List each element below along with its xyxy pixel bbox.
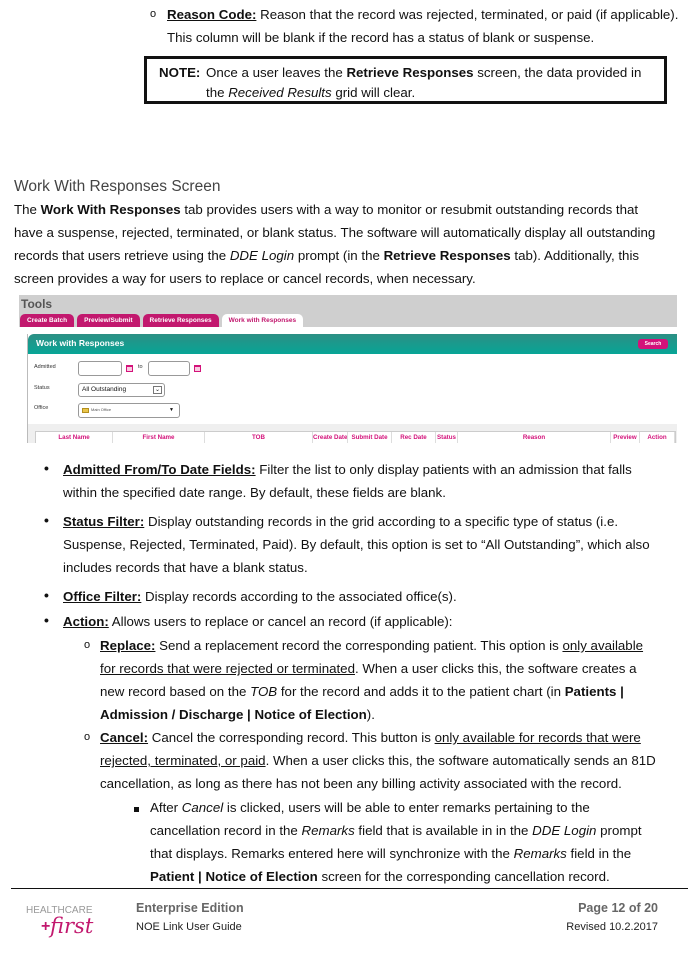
office-bullet-line1: Office Filter: Display records according to the associated office(s). (63, 589, 457, 604)
status-label: Status (34, 385, 50, 391)
col-last-name[interactable]: Last Name (36, 432, 113, 443)
tab-work-with-responses[interactable]: Work with Responses (222, 314, 303, 328)
app-screenshot (19, 295, 677, 443)
office-select[interactable]: Main Office ▼ (78, 403, 180, 418)
cancel-line1: Cancel: Cancel the corresponding record. This button is only available for records that were (100, 730, 641, 745)
tab-bar (20, 314, 303, 328)
revision-date: Revised 10.2.2017 (566, 921, 658, 933)
cancel-line3: cancellation, as long as there has not been any billing activity associated with the record. (100, 776, 622, 791)
search-button[interactable]: Search (638, 339, 668, 349)
app-header (19, 295, 677, 327)
action-bullet-line1: Action: Allows users to replace or cancel an record (if applicable): (63, 614, 453, 629)
intro-line3: records that users retrieve using the DDE Login prompt (in the Retrieve Responses tab). Additionally, this (14, 248, 640, 263)
col-status[interactable]: Status (436, 432, 458, 443)
panel-title: Work with Responses (36, 338, 125, 348)
dropdown-arrow-icon: ▼ (169, 407, 174, 413)
office-label: Office (34, 405, 49, 411)
reason-code-line1: Reason Code: Reason that the record was rejected, terminated, or paid (if applicable). (167, 7, 679, 22)
status-bullet-line1: Status Filter: Display outstanding records in the grid according to a specific type of status (i.e. (63, 514, 619, 529)
note-line1: Once a user leaves the Retrieve Responses screen, the data provided in (206, 65, 642, 80)
after-cancel-line2: cancellation record in the Remarks field that is available in in the DDE Login prompt (150, 823, 642, 838)
bullet-icon: • (44, 460, 49, 476)
footer-divider (11, 888, 688, 889)
intro-line2: have a suspense, rejected, terminated, or blank status. The software will automatically display all outstanding (14, 225, 656, 240)
after-cancel-line3: that displays. Remarks entered here will synchronize with the Remarks field in the (150, 846, 632, 861)
sub-bullet-icon: o (150, 8, 157, 20)
status-bullet-line3: includes records that have a blank status. (63, 560, 308, 575)
col-create-date[interactable]: Create Date (313, 434, 348, 441)
replace-line4: Admission / Discharge | Notice of Election). (100, 707, 375, 722)
reason-code-line2: This column will be blank if the record has a status of blank or suspense. (167, 30, 595, 45)
status-bullet-line2: Suspense, Rejected, Terminated, Paid). By default, this option is set to “All Outstanding”, which also (63, 537, 650, 552)
panel-header (28, 334, 677, 354)
col-first-name[interactable]: First Name (113, 432, 205, 443)
admitted-bullet-line1: Admitted From/To Date Fields: Filter the list to only display patients with an admission that falls (63, 462, 632, 477)
bullet-icon: • (44, 612, 49, 628)
plus-icon: + (41, 918, 51, 935)
footer-edition: Enterprise Edition (136, 901, 244, 915)
admitted-bullet-line2: within the specified date range. By default, these fields are blank. (63, 485, 446, 500)
tab-retrieve-responses[interactable]: Retrieve Responses (143, 314, 219, 327)
admitted-to-input[interactable] (148, 361, 190, 376)
sub-bullet-icon: o (84, 639, 91, 651)
note-label: NOTE: (159, 65, 201, 80)
after-cancel-line1: After Cancel is clicked, users will be able to enter remarks pertaining to the (150, 800, 590, 815)
status-select[interactable]: All Outstanding ⌄ (78, 383, 165, 397)
admitted-label: Admitted (34, 364, 56, 370)
note-line2: the Received Results grid will clear. (206, 85, 416, 100)
after-cancel-line4: Patient | Notice of Election screen for the corresponding cancellation record. (150, 869, 610, 884)
admitted-from-input[interactable] (78, 361, 122, 376)
page-number: Page 12 of 20 (578, 901, 658, 915)
chevron-down-icon: ⌄ (154, 387, 161, 393)
col-submit-date[interactable]: Submit Date (348, 432, 392, 443)
replace-line2: for records that were rejected or terminated. When a user clicks this, the software creates a (100, 661, 637, 676)
section-title: Work With Responses Screen (14, 178, 221, 195)
replace-line1: Replace: Send a replacement record the corresponding patient. This option is only available (100, 638, 644, 653)
bullet-icon: • (44, 512, 49, 528)
reason-code-term: Reason Code: (167, 7, 257, 22)
intro-line1: The Work With Responses tab provides users with a way to monitor or resubmit outstanding records that (14, 202, 639, 217)
work-with-responses-panel (27, 334, 677, 443)
calendar-icon[interactable] (126, 365, 133, 372)
note-box (144, 56, 667, 104)
square-bullet-icon (134, 807, 139, 812)
to-label: to (138, 364, 143, 370)
calendar-icon[interactable] (194, 365, 201, 372)
col-reason[interactable]: Reason (458, 432, 611, 443)
col-tob[interactable]: TOB (205, 432, 313, 443)
app-title: Tools (21, 297, 53, 311)
bullet-icon: • (44, 587, 49, 603)
col-action[interactable]: Action (640, 432, 675, 443)
grid-header (35, 431, 676, 443)
sub-bullet-icon: o (84, 731, 91, 743)
col-preview[interactable]: Preview (611, 432, 640, 443)
col-rec-date[interactable]: Rec Date (392, 432, 436, 443)
tab-create-batch[interactable]: Create Batch (20, 314, 74, 327)
folder-icon (82, 408, 89, 413)
replace-line3: new record based on the TOB for the record and adds it to the patient chart (in Patients | (100, 684, 624, 699)
cancel-line2: rejected, terminated, or paid. When a user clicks this, the software automatically sends an 81D (100, 753, 656, 768)
footer-guide-title: NOE Link User Guide (136, 921, 242, 933)
tab-preview-submit[interactable]: Preview/Submit (77, 314, 139, 327)
intro-line4: screen provides a way for users to replace or cancel records, when necessary. (14, 271, 476, 286)
